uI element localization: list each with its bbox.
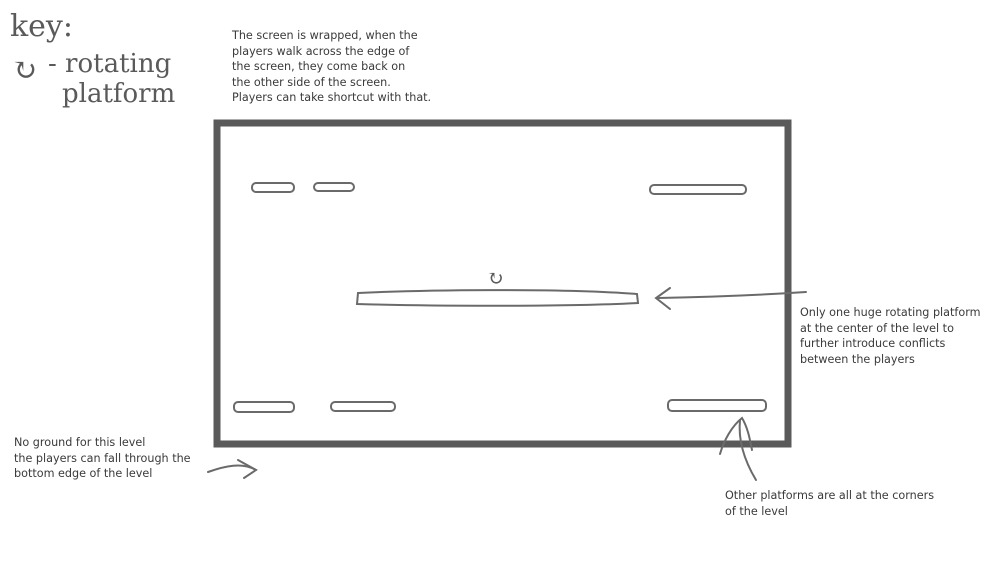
arrow-to-center-platform: [656, 288, 806, 309]
key-label-line1: - rotating: [48, 49, 172, 79]
key-title: key:: [10, 9, 73, 44]
platform-top-left-1: [252, 183, 294, 192]
platform-bottom-left-1: [234, 402, 294, 412]
platform-top-left-2: [314, 183, 354, 191]
platform-top-right: [650, 185, 746, 194]
note-screen-wrap: The screen is wrapped, when the players walk across the edge of the screen, they come back on the other side of the screen. Players can take shortcut with that.: [232, 29, 432, 105]
platform-bottom-right: [668, 400, 766, 411]
rotation-icon: ↻: [487, 266, 504, 290]
key-legend: [10, 9, 175, 109]
platform-bottom-left-2: [331, 402, 395, 411]
key-label-line2: platform: [62, 79, 176, 109]
note-corner-platforms: Other platforms are all at the corners of the level: [725, 489, 935, 518]
arrow-no-ground: [208, 460, 256, 478]
note-center-platform: Only one huge rotating platform at the center of the level to further introduce conflicts between the players: [800, 306, 981, 366]
key-rotate-icon: ↻: [12, 53, 38, 88]
arrow-to-corner-platform: [720, 418, 756, 480]
note-no-ground: No ground for this level the players can fall through the bottom edge of the level: [14, 436, 191, 481]
platform-center-rotating: [357, 290, 638, 306]
